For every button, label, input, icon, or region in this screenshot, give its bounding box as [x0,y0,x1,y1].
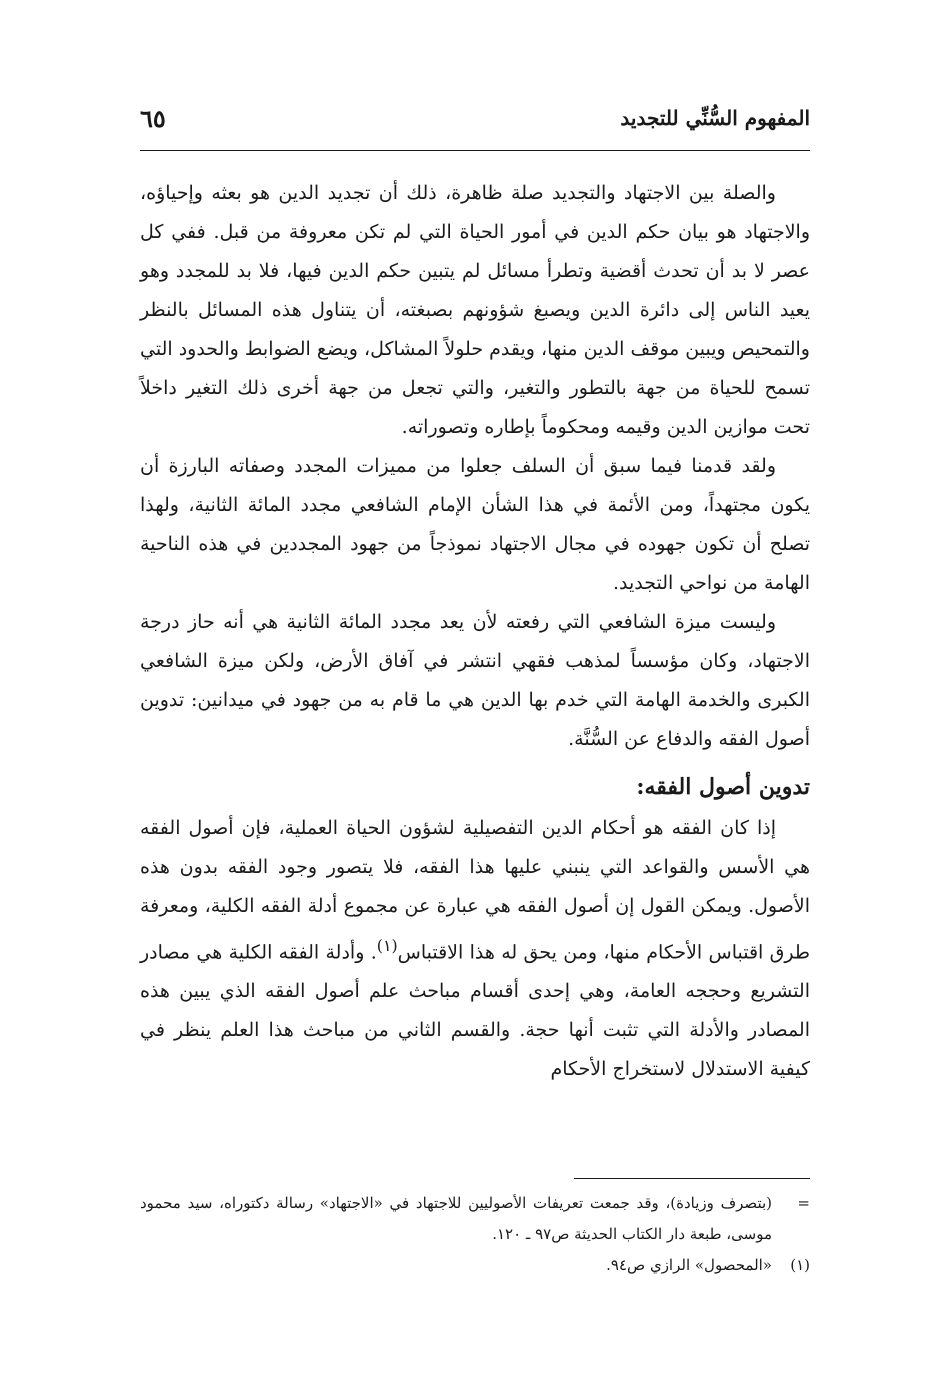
section-paragraph-continued: . وأدلة الفقه الكلية هي مصادر التشريع وحججه العامة، وهي إحدى أقسام مباحث علم أصول الفقه الذي يبين هذه المصادر والأدلة التي تثبت أنها حجة. والقسم الثاني من مباحث هذا العلم ينظر في كيفية الاستدلال لاستخراج الأحكام [140,941,810,1081]
page-number: ٦٥ [140,104,166,133]
paragraph-2: ولقد قدمنا فيما سبق أن السلف جعلوا من مميزات المجدد وصفاته البارزة أن يكون مجتهداً، ومن الأئمة في هذا الشأن الإمام الشافعي مجدد المائة الثانية، ولهذا تصلح أن تكون جهوده في مجال الاجتهاد نموذجاً من جهود المجددين في هذه الناحية الهامة من نواحي التجديد. [140,455,811,594]
footnote-1 [140,1250,810,1281]
footnote-text: (بتصرف وزيادة)، وقد جمعت تعريفات الأصوليين للاجتهاد في «الاجتهاد» رسالة دكتوراه، سيد محمود موسى، طبعة دار الكتاب الحديثة ص٩٧ ـ ١٢٠. [140,1194,772,1243]
page-body [140,174,810,1089]
section-heading: تدوين أصول الفقه: [636,774,810,800]
footnote-text: «المحصول» الرازي ص٩٤. [606,1256,772,1274]
footnote-marker: (١) [790,1256,810,1274]
footnote-separator [574,1178,810,1179]
footnotes [140,1188,810,1281]
running-title: المفهوم السُّنِّي للتجديد [620,106,810,130]
section-paragraph-text: إذا كان الفقه هو أحكام الدين التفصيلية لشؤون الحياة العملية، فإن أصول الفقه هي الأسس والقواعد التي ينبني عليها هذا الفقه، فلا يتصور وجود الفقه بدون هذه الأصول. ويمكن القول إن أصول الفقه هي عبارة عن مجموع أدلة الفقه الكلية، ومعرفة طرق اقتباس الأحكام منها، ومن يحق له هذا الاقتباس [140,817,811,964]
footnote-continued [140,1188,810,1250]
footnote-marker: = [797,1194,810,1212]
paragraph-1: والصلة بين الاجتهاد والتجديد صلة ظاهرة، ذلك أن تجديد الدين هو بعثه وإحياؤه، والاجتهاد هو بيان حكم الدين في أمور الحياة التي لم تكن معروفة من قبل. ففي كل عصر لا بد أن تحدث أقضية وتطرأ مسائل لم يتبين حكم الدين فيها، فلا بد للمجدد وهو يعيد الناس إلى دائرة الدين ويصبغ شؤونهم بصبغته، أن يتناول هذه المسائل بالنظر والتمحيص ويبين موقف الدين منها، ويقدم حلولاً المشاكل، ويضع الضوابط والحدود التي تسمح للحياة من جهة بالتطور والتغير، والتي تجعل من جهة أخرى ذلك التغير داخلاً تحت موازين الدين وقيمه ومحكوماً بإطاره وتصوراته. [140,182,810,438]
page-header [140,106,810,142]
header-rule [140,150,810,151]
section-paragraph [140,809,810,1089]
footnote-reference[interactable]: (١) [376,936,398,955]
paragraph-3: وليست ميزة الشافعي التي رفعته لأن يعد مجدد المائة الثانية هي أنه حاز درجة الاجتهاد، وكان مؤسساً لمذهب فقهي انتشر في آفاق الأرض، ولكن ميزة الشافعي الكبرى والخدمة الهامة التي خدم بها الدين هي ما قام به من جهود في ميدانين: تدوين أصول الفقه والدفاع عن السُّنَّة. [140,611,810,750]
